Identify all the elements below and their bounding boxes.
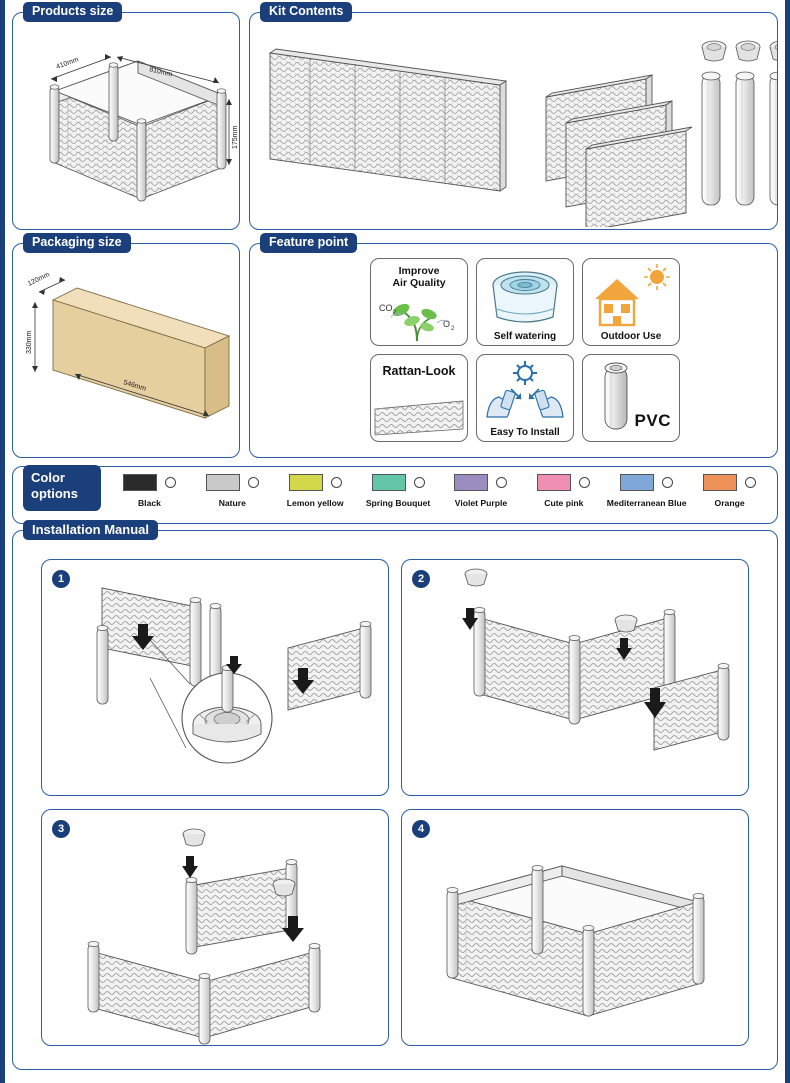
packaging-depth: 120mm (26, 271, 51, 288)
panel-color-options (12, 466, 778, 524)
feature-card-self-watering (476, 258, 574, 346)
feature-card-pvc (582, 354, 680, 442)
step-1-illustration (42, 560, 388, 795)
feature-outdoor-use-label: Outdoor Use (600, 331, 662, 342)
color-radio-lemon-yellow[interactable] (331, 477, 342, 488)
feature-grid (370, 258, 680, 442)
packaging-size-illustration (13, 244, 239, 455)
color-radio-cute-pink[interactable] (579, 477, 590, 488)
color-chip-spring-bouquet (372, 474, 406, 491)
panel-products-size (12, 4, 240, 230)
panel-title-products-size: Products size (23, 2, 122, 22)
panel-title-packaging-size: Packaging size (23, 233, 131, 253)
svg-text:2: 2 (451, 326, 455, 332)
color-label-spring-bouquet: Spring Bouquet (365, 498, 431, 508)
feature-easy-install-label: Easy To Install (490, 427, 560, 438)
color-chip-orange (703, 474, 737, 491)
color-radio-nature[interactable] (248, 477, 259, 488)
color-chip-cute-pink (537, 474, 571, 491)
color-label-cute-pink: Cute pink (544, 498, 584, 508)
color-swatch-list (108, 472, 771, 520)
step-number-3: 3 (52, 820, 70, 838)
step-number-4: 4 (412, 820, 430, 838)
kit-contents-illustration (250, 13, 777, 227)
page-edge-left (0, 0, 5, 1083)
color-option-cute-pink[interactable] (522, 472, 605, 508)
svg-text:O: O (443, 319, 451, 329)
panel-title-installation-manual: Installation Manual (23, 520, 158, 540)
color-option-mediterranean-blue[interactable] (605, 472, 688, 508)
color-option-orange[interactable] (688, 472, 771, 508)
color-radio-black[interactable] (165, 477, 176, 488)
panel-kit-contents (249, 4, 778, 230)
dimension-width: 410mm (55, 56, 80, 71)
color-option-spring-bouquet[interactable] (357, 472, 440, 508)
packaging-length: 546mm (122, 379, 147, 393)
rattan-texture (371, 399, 467, 437)
panel-packaging-size (12, 235, 240, 458)
color-option-lemon-yellow[interactable] (274, 472, 357, 508)
color-radio-mediterranean-blue[interactable] (662, 477, 673, 488)
color-options-title-line1: Color (31, 470, 65, 485)
dimension-length: 810mm (148, 66, 173, 79)
outdoor-house-sun-icon (583, 263, 679, 329)
svg-text:CO: CO (379, 303, 393, 313)
feature-self-watering-label: Self watering (493, 331, 557, 342)
feature-pvc-label: PVC (634, 411, 671, 430)
color-label-orange: Orange (714, 498, 745, 508)
color-label-nature: Nature (218, 498, 246, 508)
feature-card-easy-to-install (476, 354, 574, 442)
panel-feature-point (249, 235, 778, 458)
color-label-black: Black (137, 498, 161, 508)
color-options-tag (23, 465, 101, 511)
page-edge-right (785, 0, 790, 1083)
plant-icon (371, 293, 467, 345)
color-options-title-line2: options (31, 486, 78, 501)
color-option-violet-purple[interactable] (440, 472, 523, 508)
color-chip-violet-purple (454, 474, 488, 491)
color-label-violet-purple: Violet Purple (454, 498, 508, 508)
color-option-nature[interactable] (191, 472, 274, 508)
dimension-height: 175mm (232, 125, 239, 149)
feature-air-quality-line1: Improve (398, 265, 440, 277)
feature-card-outdoor-use (582, 258, 680, 346)
easy-install-icon (477, 359, 573, 423)
step-number-1: 1 (52, 570, 70, 588)
installation-step-4 (401, 809, 749, 1046)
step-3-illustration (42, 810, 388, 1045)
color-radio-violet-purple[interactable] (496, 477, 507, 488)
color-chip-lemon-yellow (289, 474, 323, 491)
installation-step-2 (401, 559, 749, 796)
color-label-lemon-yellow: Lemon yellow (286, 498, 344, 508)
step-4-illustration (402, 810, 748, 1045)
color-chip-nature (206, 474, 240, 491)
feature-card-air-quality (370, 258, 468, 346)
installation-step-1 (41, 559, 389, 796)
color-chip-black (123, 474, 157, 491)
color-label-mediterranean-blue: Mediterranean Blue (606, 498, 687, 508)
color-option-black[interactable] (108, 472, 191, 508)
feature-rattan-look-label: Rattan-Look (382, 364, 456, 378)
products-size-illustration (13, 13, 239, 227)
panel-installation-manual (12, 522, 778, 1070)
step-number-2: 2 (412, 570, 430, 588)
feature-air-quality-line2: Air Quality (392, 277, 446, 289)
feature-card-rattan-look (370, 354, 468, 442)
self-watering-icon (477, 265, 573, 331)
color-chip-mediterranean-blue (620, 474, 654, 491)
panel-title-feature-point: Feature point (260, 233, 357, 253)
step-2-illustration (402, 560, 748, 795)
installation-step-3 (41, 809, 389, 1046)
packaging-height: 330mm (26, 330, 33, 354)
panel-title-kit-contents: Kit Contents (260, 2, 352, 22)
color-radio-spring-bouquet[interactable] (414, 477, 425, 488)
color-radio-orange[interactable] (745, 477, 756, 488)
svg-text:2: 2 (393, 310, 397, 316)
